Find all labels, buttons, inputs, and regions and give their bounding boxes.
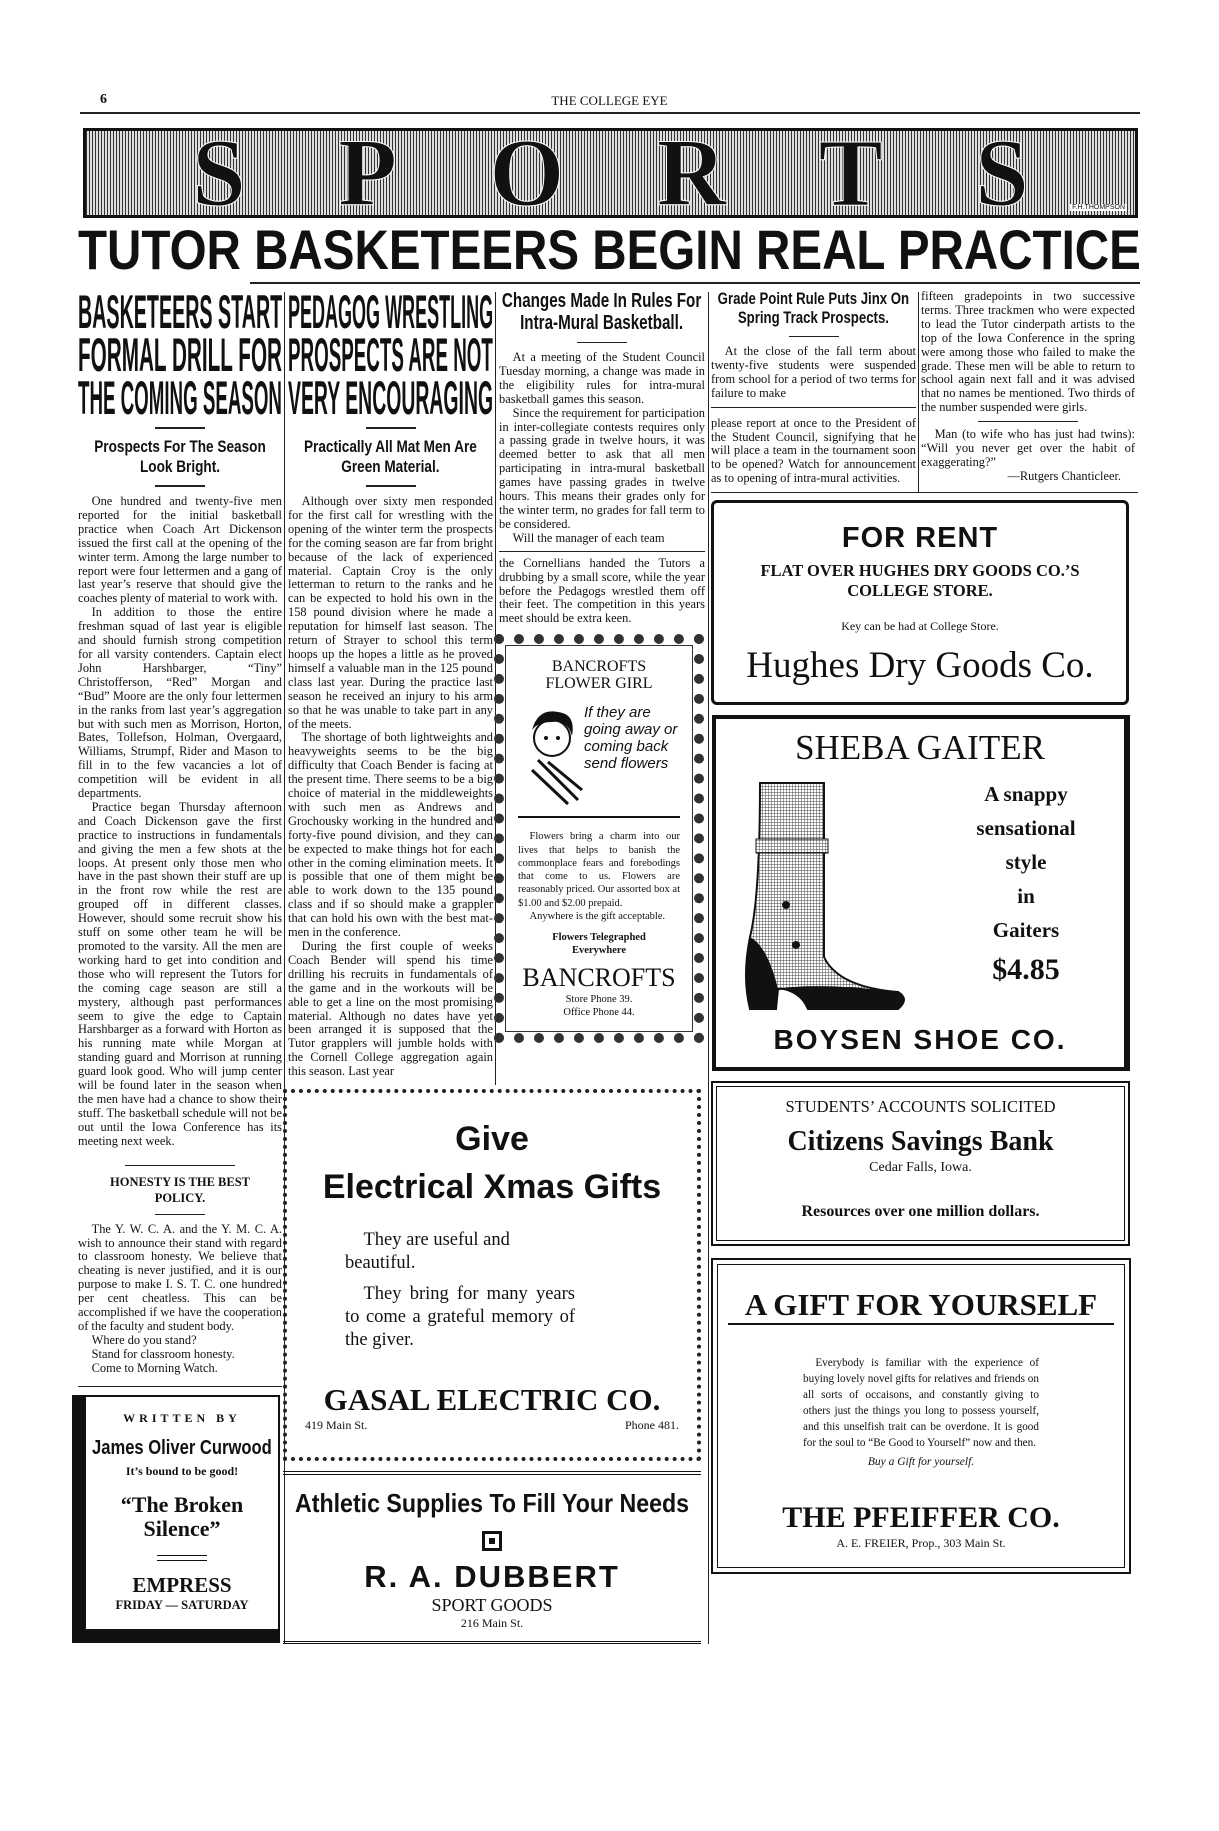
divider [155, 427, 205, 429]
ad-headline: Electrical Xmas Gifts [322, 1168, 662, 1207]
wrestling-article [288, 285, 494, 1079]
bank-tagline: Resources over one million dollars. [801, 1203, 1040, 1221]
gradepoint-continued [921, 290, 1135, 484]
column-rule [918, 292, 919, 492]
divider [789, 336, 839, 337]
bank-location: Cedar Falls, Iowa. [869, 1160, 972, 1176]
paragraph: Will the manager of each team [512, 530, 665, 545]
paragraph: During the first couple of weeks Coach Bender will spend his time drilling his recruits in fundamentals of the game and in the workouts will be able to get a line on the most promising material. Although no dates have yet been arranged it is supposed that the Tutor grapplers will jumble holds with the Cornell College aggregation again this season. Last year [288, 939, 493, 1079]
honesty-headline: HONESTY IS THE BEST POLICY. [110, 1174, 250, 1205]
headline-line: BASKETEERS START [78, 285, 283, 338]
article-subhead: Practically All Mat Men Are Green Material. [303, 437, 477, 476]
box-icon [482, 1531, 502, 1551]
paragraph: One hundred and twenty-five men reported for the initial basketball practice when Coach Art Dickenson issued the first call at the opening of the winter term. Among the large number to report were four lettermen and a gang of last year’s reserve that should give the coaches plenty of material to work with. [78, 494, 282, 606]
banner-letter: R [656, 119, 727, 226]
paper-name: THE COLLEGE EYE [551, 93, 668, 108]
author-name: James Oliver Curwood [92, 1436, 272, 1459]
company-name: R. A. DUBBERT [364, 1559, 620, 1595]
ad-top: STUDENTS’ ACCOUNTS SOLICITED [785, 1097, 1056, 1117]
ad-text: They bring for many years to come a grateful memory of the giver. [345, 1284, 575, 1351]
divider [366, 427, 416, 429]
ad-title: FOR RENT [841, 522, 999, 555]
ad-line: in [1017, 884, 1035, 909]
ad-title: SHEBA GAITER [795, 728, 1045, 768]
ad-line: Gaiters [992, 918, 1060, 943]
wrestling-continued [499, 557, 705, 627]
paragraph: At a meeting of the Student Council Tuesday morning, a change was made in the eligibility rules for intra-mural basketball games this season. [499, 350, 705, 406]
ad-give: Give [455, 1120, 529, 1159]
article-headline: Grade Point Rule Puts Jinx On Spring Track Prospects. [717, 290, 910, 327]
divider [366, 485, 416, 487]
article-subhead: Prospects For The Season Look Bright. [94, 437, 266, 476]
store-phone: Store Phone 39. [565, 994, 633, 1006]
headline-line: THE COMING SEASON [78, 371, 282, 424]
paragraph: fifteen gradepoints in two successive terms. Three trackmen who were expected to lead the Tutor cinderpath artists to the top of the Iowa Conference in the spring were among those who failed to make the grade. These men will be able to return to school again next fall and it was advised that no names be mentioned. Two thirds of the number suspended were girls. [921, 289, 1135, 415]
rules-article [499, 290, 705, 1043]
artist-signature: F.H.THOMPSON [1072, 204, 1125, 211]
flower-girl-icon [518, 700, 584, 810]
paragraph: At the close of the fall term about twenty-five students were suspended from school for a period of two terms for failure to make [711, 344, 916, 400]
ad-body [803, 1355, 1039, 1451]
ad-body [518, 830, 680, 923]
paragraph: please report at once to the President of the Student Council, signifying that he will place a team in the tournament soon to be opened? Watch for announcement as to opening of intra-mural activities. [711, 415, 916, 486]
article-headline: Changes Made In Rules For Intra-Mural Basketball. [501, 290, 702, 334]
headline-rule [250, 282, 1140, 284]
ad-copy [928, 777, 1124, 989]
divider [155, 485, 205, 487]
masthead-rule [80, 112, 1140, 114]
ad-inner [717, 1264, 1125, 1568]
headline-line: PEDAGOG WRESTLING [288, 285, 494, 338]
joke-text: Man (to wife who has just had twins): “Will you never get over the habit of exaggerating?” [921, 427, 1135, 469]
bank-name: Citizens Savings Bank [787, 1126, 1054, 1158]
author-box [92, 1436, 272, 1460]
article-body [499, 351, 705, 546]
boot-illustration [738, 777, 928, 1017]
basketball-article [78, 285, 283, 1643]
ad-line: style [1005, 850, 1047, 875]
banner-letter: S [192, 119, 246, 226]
honesty-body [78, 1223, 282, 1376]
joke [921, 428, 1135, 484]
joke-source: —Rutgers Chanticleer. [1007, 468, 1121, 483]
film-title: “The Broken Silence” [120, 1491, 244, 1541]
price: $4.85 [992, 953, 1060, 987]
article-body [711, 345, 916, 401]
pfeiffer-ad [711, 1258, 1131, 1574]
phone: Phone 481. [625, 1418, 679, 1433]
company-name: BOYSEN SHOE CO. [773, 1024, 1067, 1056]
paragraph: Although over sixty men responded for the first call for wrestling with the opening of the winter term the prospects for the coming season are far from bright because of the lack of experienced material. Captain Croy is the only letterman to return to the ranks and he can be expected to hold his own in the 158 pound division where he made a reputation for himself last season. The return of Strayer to school this term hoops up the hopes a little as he proved himself a valuable man in the 125 pound class last year. During the practice last season he received an injury to his arm so that he was unable to take part in any of the meets. [288, 494, 493, 731]
paragraph: The shortage of both lightweights and heavyweights seems to be the big difficulty that Coach Bender is facing at the present time. There seems to be a big choice of material in the middleweights with such men as Andrews and Grochousky working in the hundred and forty-five pound division, and they can be expected to make things hot for each other in the coming elimination meets. It is possible that one of them might be able to work down to the 135 pound class and if so should make a grappler that can hold his own with the best mat-men in the conference. [288, 730, 493, 940]
divider [577, 342, 627, 343]
banner-letter: S [975, 119, 1029, 226]
headline-line: VERY ENCOURAGING [288, 371, 494, 424]
paragraph: Since the requirement for participation in inter-collegiate contests requires only a passing grade in twelve hours, it was deemed better to ask that all men participating in intra-mural basketball games have passing grades in twelve hours. This means their grades only for the winter term, no grades for fall term to be considered. [499, 405, 705, 531]
main-headline: TUTOR BASKETEERS BEGIN REAL PRACTICE [78, 218, 1141, 281]
ad-line: A snappy [984, 782, 1068, 807]
ad-slogan: Buy a Gift for yourself. [867, 1456, 975, 1469]
headline-line: PROSPECTS ARE NOT [288, 328, 493, 381]
paragraph: In addition to those the entire freshman squad of last year is eligible and should furnish strong competition for all varsity contenders. Captain elect John Harshbarger, “Tiny” Christofferson, “Red” Morgan and “Bud” Moore are the only four lettermen in the ranks from last year’s aggregation but with such men as Morrison, Horton, Bates, Tollefson, Holman, Overgaard, Williams, Strumpf, Rider and Mason to fill in to the few vacancies a lot of competition will be evident in all departments. [78, 605, 282, 801]
article-headline [78, 285, 283, 424]
paragraph: Practice began Thursday afternoon and Coach Dickenson gave the first practice to instructions in fundamentals and giving the men a few shots at the loops. At present only those men who have in the past shown their stuff are up in the front row while the rest are grouped off in different classes. However, should some recruit show his stuff on some other team he will be promoted to the varsity. All the men are working hard to get into condition and those who will represent the Tutors for the coming cage season are still a mystery, although past performances seem to give the edge to Captain Harshbarger as a forward with Horton as his running mate while Morgan at standing guard and Morrison at running guard look good. Who will jump center will be found later in the season when the men have had a chance to show their stuff. The basketball schedule will not be out until the Iowa Conference has its meeting next week. [78, 799, 282, 1148]
company-name: GASAL ELECTRIC CO. [323, 1382, 661, 1418]
main-headline-box [78, 218, 1141, 281]
ad-subtitle: FLAT OVER HUGHES DRY GOODS CO.’S COLLEGE STORE. [760, 561, 1080, 601]
paragraph: Stand for classroom honesty. [91, 1346, 235, 1361]
paragraph: The Y. W. C. A. and the Y. M. C. A. wish to announce their stand with regard to classroom honesty. We believe that cheating is never justified, and it is our purpose to make I. S. T. C. one hundred per cent cheatless. This can be accomplished if we have the cooperation of the faculty and student body. [78, 1221, 282, 1333]
paragraph: Flowers bring a charm into our lives that helps to banish the commonplace fears and forebodings that come to us. Flowers are reasonably priced. Our assorted box at $1.00 and $2.00 prepaid. [518, 831, 680, 909]
divider [125, 1165, 235, 1166]
tagline: It’s bound to be good! [125, 1463, 239, 1478]
illustration-lettering: If they are going away or coming back send flowers [584, 704, 678, 773]
column-rule [708, 292, 709, 1644]
banner-letter: P [338, 119, 397, 226]
bank-ad [711, 1081, 1130, 1246]
ornament-icon [157, 1555, 207, 1561]
address: 419 Main St. [305, 1418, 368, 1433]
theater-name: EMPRESS [132, 1572, 232, 1597]
paragraph: the Cornellians handed the Tutors a drubbing by a small score, while the year before the Pedagogs wrestled them off their feet. The competition in this years meet should be extra keen. [499, 555, 705, 626]
sheba-gaiter-ad [712, 715, 1130, 1071]
company-name: BANCROFTS [522, 963, 676, 993]
page-number: 6 [100, 92, 107, 107]
ad-note: Key can be had at College Store. [841, 619, 999, 634]
company-name: Hughes Dry Goods Co. [746, 645, 1094, 687]
banner-letter: T [818, 119, 883, 226]
article-body [921, 290, 1135, 415]
article-headline [288, 285, 494, 424]
sports-banner [83, 119, 1138, 226]
telegraph-note: Flowers Telegraphed Everywhere [552, 932, 646, 957]
ad-headline-box [295, 1487, 689, 1519]
paragraph: Everybody is familiar with the experience of buying lovely novel gifts for relatives and friends on all sorts of occaisons, and constantly giving to others just the things you long to possess yourself, and this unselfish trait can be overdone. It is good for the soul to “Be Good to Yourself” now and then. [803, 1357, 1039, 1450]
rules-continued [711, 417, 916, 487]
for-rent-ad [711, 500, 1129, 705]
show-days: FRIDAY — SATURDAY [115, 1597, 249, 1612]
paragraph: Anywhere is the gift acceptable. [529, 911, 666, 922]
divider [978, 421, 1078, 422]
ad-give-box [305, 1119, 679, 1159]
dubbert-ad [283, 1471, 701, 1644]
ad-headline-box [305, 1167, 679, 1207]
article-body [78, 495, 282, 1149]
flower-girl-illustration [518, 700, 680, 818]
bancrofts-ad [494, 634, 704, 1043]
divider [711, 407, 916, 408]
ad-title: A GIFT FOR YOURSELF [728, 1287, 1114, 1325]
gradepoint-article [711, 290, 916, 486]
ad-headline: Athletic Supplies To Fill Your Needs [295, 1488, 690, 1519]
ad-main-row [716, 777, 1124, 1017]
article-body [288, 495, 493, 1079]
ad-line: sensational [976, 816, 1076, 841]
category: SPORT GOODS [431, 1595, 553, 1616]
gasal-electric-ad [283, 1089, 701, 1461]
ad-title: BANCROFTS FLOWER GIRL [545, 658, 653, 693]
headline-line: FORMAL DRILL FOR [78, 328, 283, 381]
company-name: THE PFEIFFER CO. [782, 1501, 1060, 1535]
contact-row [305, 1418, 679, 1433]
banner-letter: O [489, 119, 565, 226]
divider [499, 551, 705, 552]
office-phone: Office Phone 44. [563, 1007, 635, 1019]
empress-ad [72, 1395, 280, 1643]
divider [711, 492, 1138, 493]
written-by: WRITTEN BY [123, 1410, 241, 1425]
company-address: A. E. FREIER, Prop., 303 Main St. [836, 1536, 1006, 1551]
address: 216 Main St. [460, 1616, 524, 1631]
divider [78, 1386, 282, 1387]
ad-text: They are useful and beautiful. [345, 1230, 510, 1274]
paragraph: Come to Morning Watch. [91, 1360, 218, 1375]
divider [155, 1214, 205, 1215]
paragraph: Where do you stand? [91, 1332, 197, 1347]
